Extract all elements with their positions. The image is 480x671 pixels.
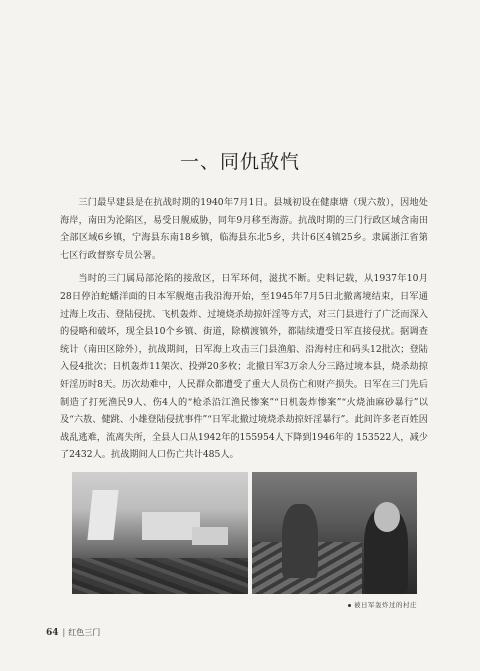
- ruined-building: [192, 527, 228, 545]
- photo-villagers: [252, 472, 417, 594]
- paragraph-1: 三门最早建县是在抗战时期的1940年7月1日。县城初设在健康塘（现六敖），因地处海岸，南田为沦陷区，易受日舰威胁，同年9月移至海游。抗战时期的三门行政区域含南田全部区域6乡镇，宁海县东南18乡镇，临海县东北5乡，共计6区4镇25乡。隶属浙江省第七区行政督察专员公署。: [60, 197, 428, 261]
- person-figure: [282, 504, 318, 578]
- photo-row: [72, 472, 417, 594]
- bullet-icon: [348, 604, 351, 607]
- photo-caption: [348, 600, 417, 609]
- rubble: [72, 558, 248, 594]
- footer-separator: |: [62, 628, 66, 637]
- child-face: [374, 502, 400, 532]
- page-number: 64: [46, 628, 59, 638]
- body-text: [60, 194, 428, 470]
- photo-bombed-ruins: [72, 472, 248, 594]
- caption-text: 被日军轰炸过的村庄: [354, 601, 417, 609]
- paragraph-2: 当时的三门属局部沦陷的接敌区，日军环伺，滋扰不断。史料记载，从1937年10月28日停泊蛇蟠洋面的日本军舰炮击我沿海开始，至1945年7月5日北撤离境结束，日军通过海上攻击、登陆侵扰、飞机轰炸、过境烧杀劫掠奸淫等方式，对三门县进行了广泛而深入的侵略和破坏，现全县10个乡镇、街道，除横渡镇外，都陆续遭受日军直接侵扰。据调查统计（南田区除外），抗战期间，日军海上攻击三门县渔船、沿海村庄和码头12批次；登陆入侵4批次；日机轰炸11架次、投弹20多枚；北撤日军3万余人分三路过境本县，烧杀劫掠奸淫历时8天。历次劫难中，人民群众都遭受了重大人员伤亡和财产损失。日军在三门先后制造了打死渔民9人、伤4人的“枪杀沿江渔民惨案”“日机轰炸惨案”“火烧油麻砂暴行”以及“六敖、健跳、小雄登陆侵扰事件”“日军北撤过境烧杀劫掠奸淫暴行”。此间许多老百姓因战乱逃难，流离失所，全县人口从1942年的155954人下降到1946年的 153522人，减少了2432人。抗战期间人口伤亡共计485人。: [60, 273, 428, 461]
- page-footer: [46, 627, 100, 638]
- ruined-wall: [87, 490, 118, 540]
- book-title: 红色三门: [68, 628, 101, 637]
- section-title: 一、同仇敌忾: [179, 151, 300, 173]
